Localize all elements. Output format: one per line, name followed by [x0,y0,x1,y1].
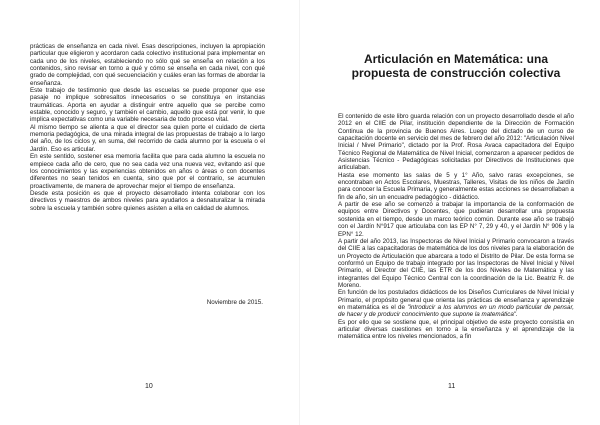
paragraph [338,289,574,318]
page-number: 11 [448,383,456,390]
chapter-title [340,52,572,80]
paragraph: Desde esta posición es que el proyecto desarrollado intenta colaborar con los directivos y maestros de ambos niveles para ayudarlos a desnaturalizar la mirada sobre la escuela y también sobre quienes asisten a ella en calidad de alumnos. [30,189,265,212]
paragraph: A partir del año 2013, las Inspectoras de Nivel Inicial y Primario convocaron a través del CIIE a las capacitadoras de matemática de los dos niveles para la elaboración de un Proyecto de Articulación que abarcara a todo el Distrito de Pilar. De esta forma se conformó un Equipo de trabajo integrado por las Inspectoras de Nivel Inicial y Nivel Primario, el Director del CIIE, las ETR de los dos Niveles de Matemática y las integrantes del Equipo Técnico Central con la coordinación de la Lic. Beatriz R. de Moreno. [338,237,574,289]
chapter-title-line-2: propuesta de construcción colectiva [351,66,561,80]
paragraph: A partir de ese año se comenzó a trabajar la importancia de la conformación de equipos entre Directivos y Docentes, que pudieran desarrollar una propuesta sostenida en el tiempo, desde un marco teórico común. Durante ese año se trabajó con el Jardín N°917 que articulaba con las EP N° 7, 29 y 40, y el Jardín N° 906 y la EPN° 12. [338,201,574,238]
paragraph: Hasta ese momento las salas de 5 y 1° Año, salvo raras excepciones, se encontraban en Actos Escolares, Muestras, Talleres, Visitas de los niños de Jardín para conocer la Escuela Primaria, y generalmente estas acciones se desarrollaban a fin de año, sin un encuadre pedagógico - didáctico. [338,171,574,201]
right-page-text [338,113,574,341]
paragraph: El contenido de este libro guarda relación con un proyecto desarrollado desde el año 2012 en el CIIE de Pilar, institución dependiente de la Dirección de Formación Continua de la provincia de Buenos Aires. Luego del dictado de un curso de capacitación docente en servicio del mes de febrero del año 2012: "Articulación Nivel Inicial / Nivel Primario", dictado por la Prof. Rosa Avaca capacitadora del Equipo Técnico Regional de Matemática de Nivel Inicial, comenzaron a aparecer pedidos de Asistencias Técnico - Pedagógicas solicitadas por Directivos de Instituciones que articulaban. [338,113,574,172]
chapter-title-line-1: Articulación en Matemática: una [363,52,549,66]
paragraph: Al mismo tiempo se alienta a que el director sea quien porte el cuidado de cierta memoria pedagógica, de una mirada integral de las propuestas de trabajo a lo largo del año, de los ciclos y, en suma, del recorrido de cada alumno por la escuela o el Jardín. Eso es articular. [30,123,265,153]
paragraph-text: En función de los postulados didácticos de los Diseños Curriculares de Nivel Inicial y Primario, el propósito general que orienta las prácticas de enseñanza y aprendizaje en matemática es el de [338,289,574,311]
paragraph: prácticas de enseñanza en cada nivel. Esas descripciones, incluyen la apropiación particular que eligieron y acordaron cada colectivo institucional para implementar en cada uno de los niveles, estableciendo no sólo qué se enseña en relación a los contenidos, sino revisar en torno a qué y cómo se enseña en cada nivel, con qué grado de complejidad, con qué secuenciación y cuáles eran las formas de abordar la enseñanza. [30,43,265,87]
left-page-text [30,43,265,212]
right-page [300,0,600,425]
page-number: 10 [145,383,153,390]
paragraph: En este sentido, sostener esa memoria facilita que para cada alumno la escuela no empiece cada año de cero, que no sea cada vez una nueva vez, evitando así que los conocimientos y las experiencias obtenidos en años o áreas o con docentes diferentes no sean tenidos en cuenta, sino que por el contrario, se acumulen proactivamente, de manera de aprovechar mejor el tiempo de enseñanza. [30,153,265,190]
paragraph: Es por ello que se sostiene que, el principal objetivo de este proyecto consistía en articular diversas cuestiones en torno a la enseñanza y el aprendizaje de la matemática entre los niveles mencionados, a fin [338,318,574,341]
quoted-purpose: "introducir a los alumnos en un modo particular de pensar, de hacer y de producir conocimiento que supone la matemática". [338,303,574,319]
signature-date: Noviembre de 2015. [206,299,263,306]
paragraph: Este trabajo de testimonio que desde las escuelas se puede proponer que ese pasaje no implique sobresaltos innecesarios o se constituya en instancias traumáticas. Aporta en ayudar a distinguir entre aquello que se percibe como estable, conocido y seguro, y también el cambio, aquello que está por venir, lo que implica expectativas como una variable necesaria de todo proceso vital. [30,87,265,124]
